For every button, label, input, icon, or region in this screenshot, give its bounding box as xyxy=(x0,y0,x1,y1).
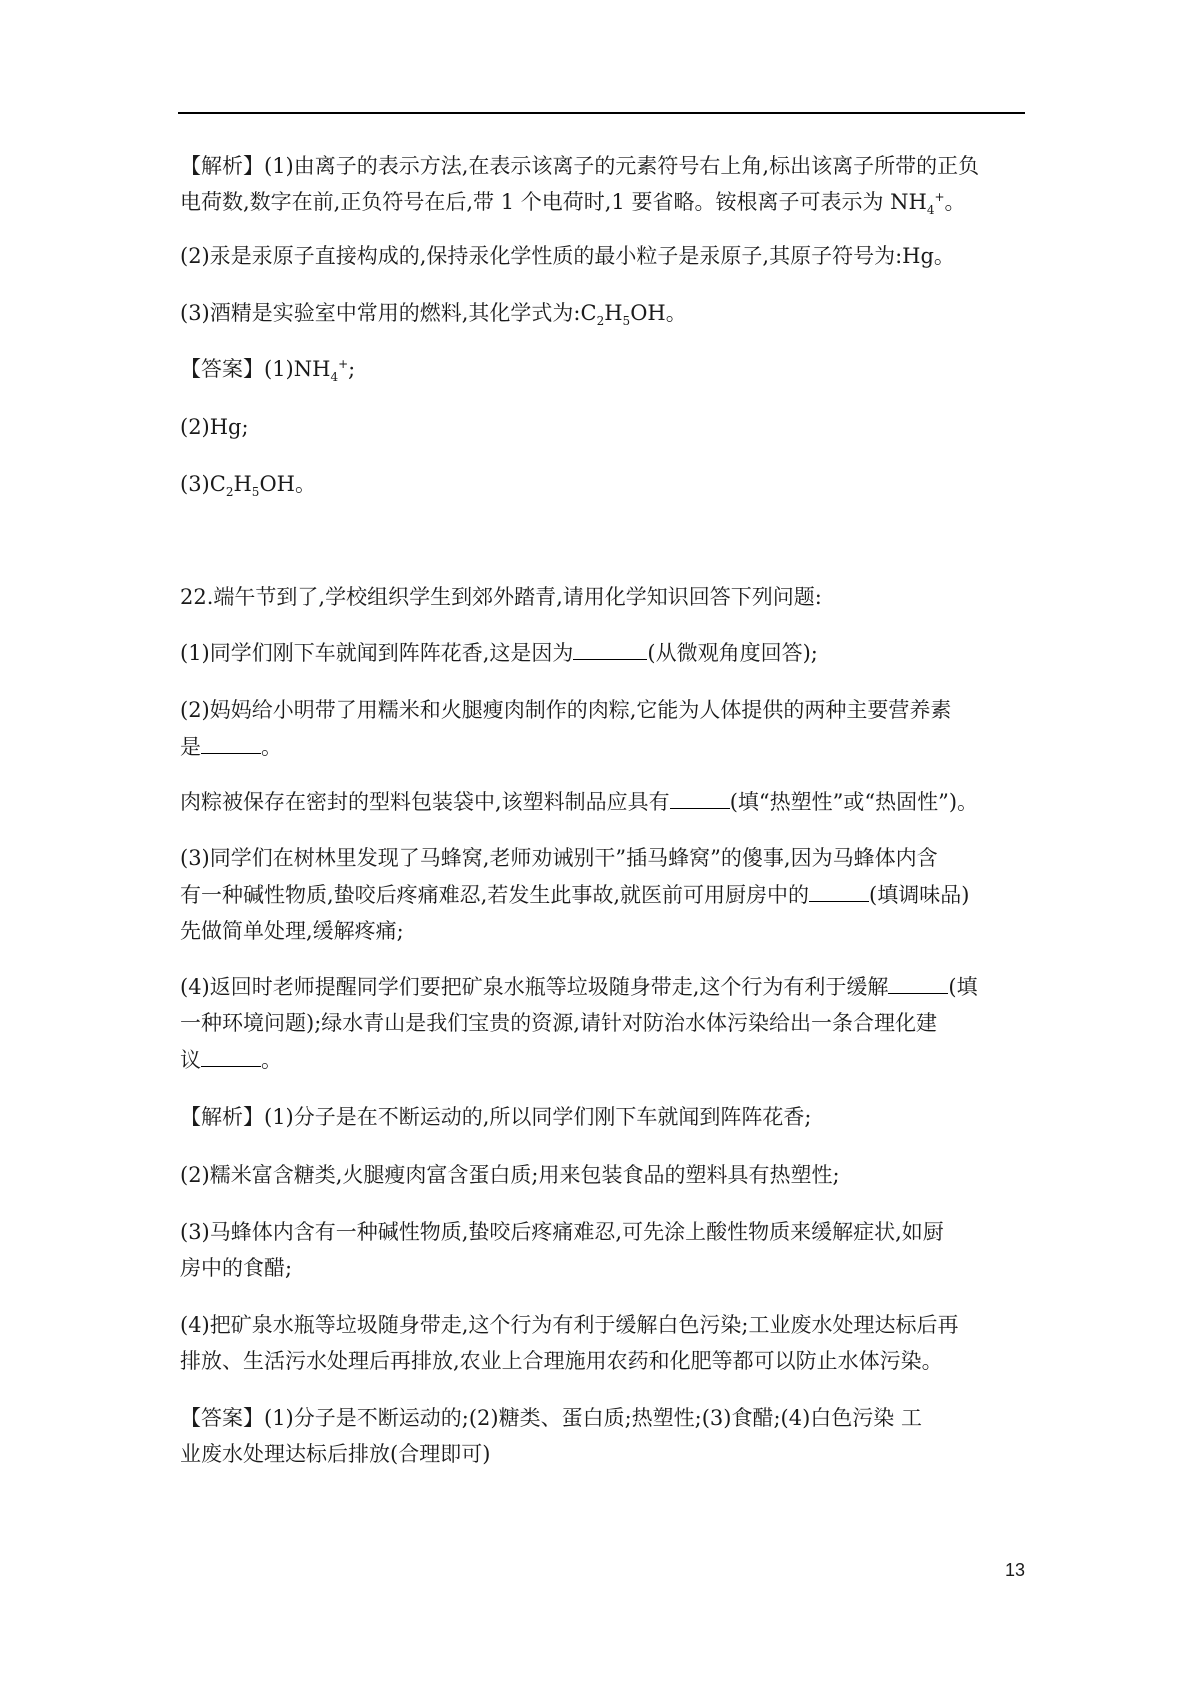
analysis2-line2: (2)糯米富含糖类,火腿瘦肉富含蛋白质;用来包装食品的塑料具有热塑性; xyxy=(180,1163,840,1187)
answer2-line2: 业废水处理达标后排放(合理即可) xyxy=(180,1442,491,1466)
analysis2-line6: 排放、生活污水处理后再排放,农业上合理施用农药和化肥等都可以防止水体污染。 xyxy=(180,1349,943,1373)
question22-part4-line3: 议 。 xyxy=(180,1048,282,1072)
answer-blank xyxy=(573,639,647,660)
analysis1-line2: 电荷数,数字在前,正负符号在后,带 1 个电荷时,1 要省略。铵根离子可表示为 $NH_4^+$。 xyxy=(180,190,966,218)
analysis2-line1: 【解析】(1)分子是在不断运动的,所以同学们刚下车就闻到阵阵花香; xyxy=(180,1105,812,1129)
answer-blank xyxy=(809,881,869,902)
analysis1-line1: 【解析】(1)由离子的表示方法,在表示该离子的元素符号右上角,标出该离子所带的正负 xyxy=(180,154,980,178)
analysis1-line4: (3)酒精是实验室中常用的燃料,其化学式为$:C_2H_5OH$。 xyxy=(180,301,687,329)
answer1-line2: (2)Hg; xyxy=(180,415,249,439)
analysis2-line4: 房中的食醋; xyxy=(180,1256,293,1280)
question22-stem: 22.端午节到了,学校组织学生到郊外踏青,请用化学知识回答下列问题: xyxy=(180,585,822,609)
question22-part4-line1: (4)返回时老师提醒同学们要把矿泉水瓶等垃圾随身带走,这个行为有利于缓解 (填 xyxy=(180,975,978,999)
question22-part3-line1: (3)同学们在树林里发现了马蜂窝,老师劝诫别干”插马蜂窝”的傻事,因为马蜂体内含 xyxy=(180,846,938,870)
answer1-line3: $(3)C_2H_5OH$。 xyxy=(180,472,316,500)
question22-part1: (1)同学们刚下车就闻到阵阵花香,这是因为 (从微观角度回答); xyxy=(180,641,818,665)
analysis2-line5: (4)把矿泉水瓶等垃圾随身带走,这个行为有利于缓解白色污染;工业废水处理达标后再 xyxy=(180,1313,959,1337)
analysis1-line3: (2)汞是汞原子直接构成的,保持汞化学性质的最小粒子是汞原子,其原子符号为:Hg。 xyxy=(180,244,955,268)
answer2-line1: 【答案】(1)分子是不断运动的;(2)糖类、蛋白质;热塑性;(3)食醋;(4)白色污染 工 xyxy=(180,1406,922,1430)
answer-blank xyxy=(201,1046,261,1067)
header-rule xyxy=(178,112,1025,114)
question22-part3-line2: 有一种碱性物质,蛰咬后疼痛难忍,若发生此事故,就医前可用厨房中的 (填调味品) xyxy=(180,883,970,907)
question22-part2-line1: (2)妈妈给小明带了用糯米和火腿瘦肉制作的肉粽,它能为人体提供的两种主要营养素 xyxy=(180,698,952,722)
analysis2-line3: (3)马蜂体内含有一种碱性物质,蛰咬后疼痛难忍,可先涂上酸性物质来缓解症状,如厨 xyxy=(180,1220,944,1244)
question22-part2-line2: 是 。 xyxy=(180,735,282,759)
answer-blank xyxy=(201,733,261,754)
question22-part3-line3: 先做简单处理,缓解疼痛; xyxy=(180,919,404,943)
question22-part4-line2: 一种环境问题);绿水青山是我们宝贵的资源,请针对防治水体污染给出一条合理化建 xyxy=(180,1011,937,1035)
page-number: 13 xyxy=(1004,1560,1026,1580)
question22-part2-line3: 肉粽被保存在密封的型料包装袋中,该塑料制品应具有 (填“热塑性”或“热固性”)。 xyxy=(180,790,979,814)
answer-blank xyxy=(670,788,730,809)
answer1-line1: 【答案】$(1)NH_4^+$; xyxy=(180,357,356,385)
answer-blank xyxy=(888,973,948,994)
